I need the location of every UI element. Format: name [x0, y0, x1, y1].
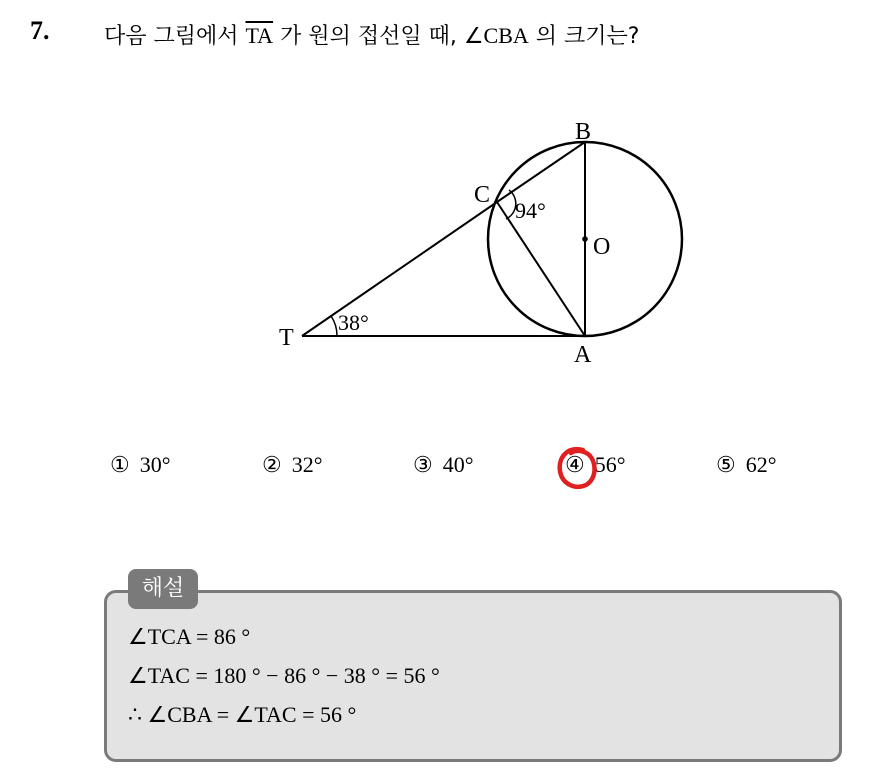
center-point-o — [582, 236, 588, 242]
choice-number: ② — [262, 452, 282, 477]
explanation-line-3: ∴ ∠CBA = ∠TAC = 56 ° — [128, 702, 357, 727]
label-c: C — [474, 182, 491, 208]
choice-number: ⑤ — [716, 452, 736, 477]
choice-number: ④ — [565, 452, 585, 477]
label-t: T — [279, 325, 294, 351]
label-a: A — [574, 342, 592, 368]
label-b: B — [575, 119, 592, 145]
question-number: 7. — [30, 16, 50, 45]
label-o: O — [593, 234, 611, 260]
angle-arc-t — [331, 316, 337, 336]
angle-label-t: 38° — [338, 310, 369, 335]
angle-reference: ∠CBA — [463, 23, 529, 48]
answer-choices — [0, 452, 884, 492]
angle-label-c: 94° — [515, 198, 546, 223]
choice-3[interactable] — [413, 452, 474, 478]
choice-1[interactable] — [110, 452, 171, 478]
choice-value: 40° — [442, 452, 474, 477]
question-text-middle: 가 원의 접선일 때, — [273, 24, 464, 49]
choice-value: 62° — [745, 452, 777, 477]
choice-value: 32° — [291, 452, 323, 477]
explanation-line-1: ∠TCA = 86 ° — [128, 624, 251, 649]
line-cb — [497, 142, 585, 202]
choice-2[interactable] — [262, 452, 323, 478]
segment-ta: $\overline{TA}$ — [245, 23, 274, 48]
choice-5[interactable] — [716, 452, 777, 478]
explanation-line-2: ∠TAC = 180 ° − 86 ° − 38 ° = 56 ° — [128, 663, 440, 688]
answer-circle-mark — [555, 444, 599, 492]
explanation-tag: 해설 — [128, 569, 198, 609]
question-text-end: 의 크기는? — [528, 24, 640, 49]
choice-value: 56° — [594, 452, 626, 477]
choice-number: ③ — [413, 452, 433, 477]
question-text-start: 다음 그림에서 — [104, 24, 246, 49]
choice-value: 30° — [139, 452, 171, 477]
choice-number: ① — [110, 452, 130, 477]
